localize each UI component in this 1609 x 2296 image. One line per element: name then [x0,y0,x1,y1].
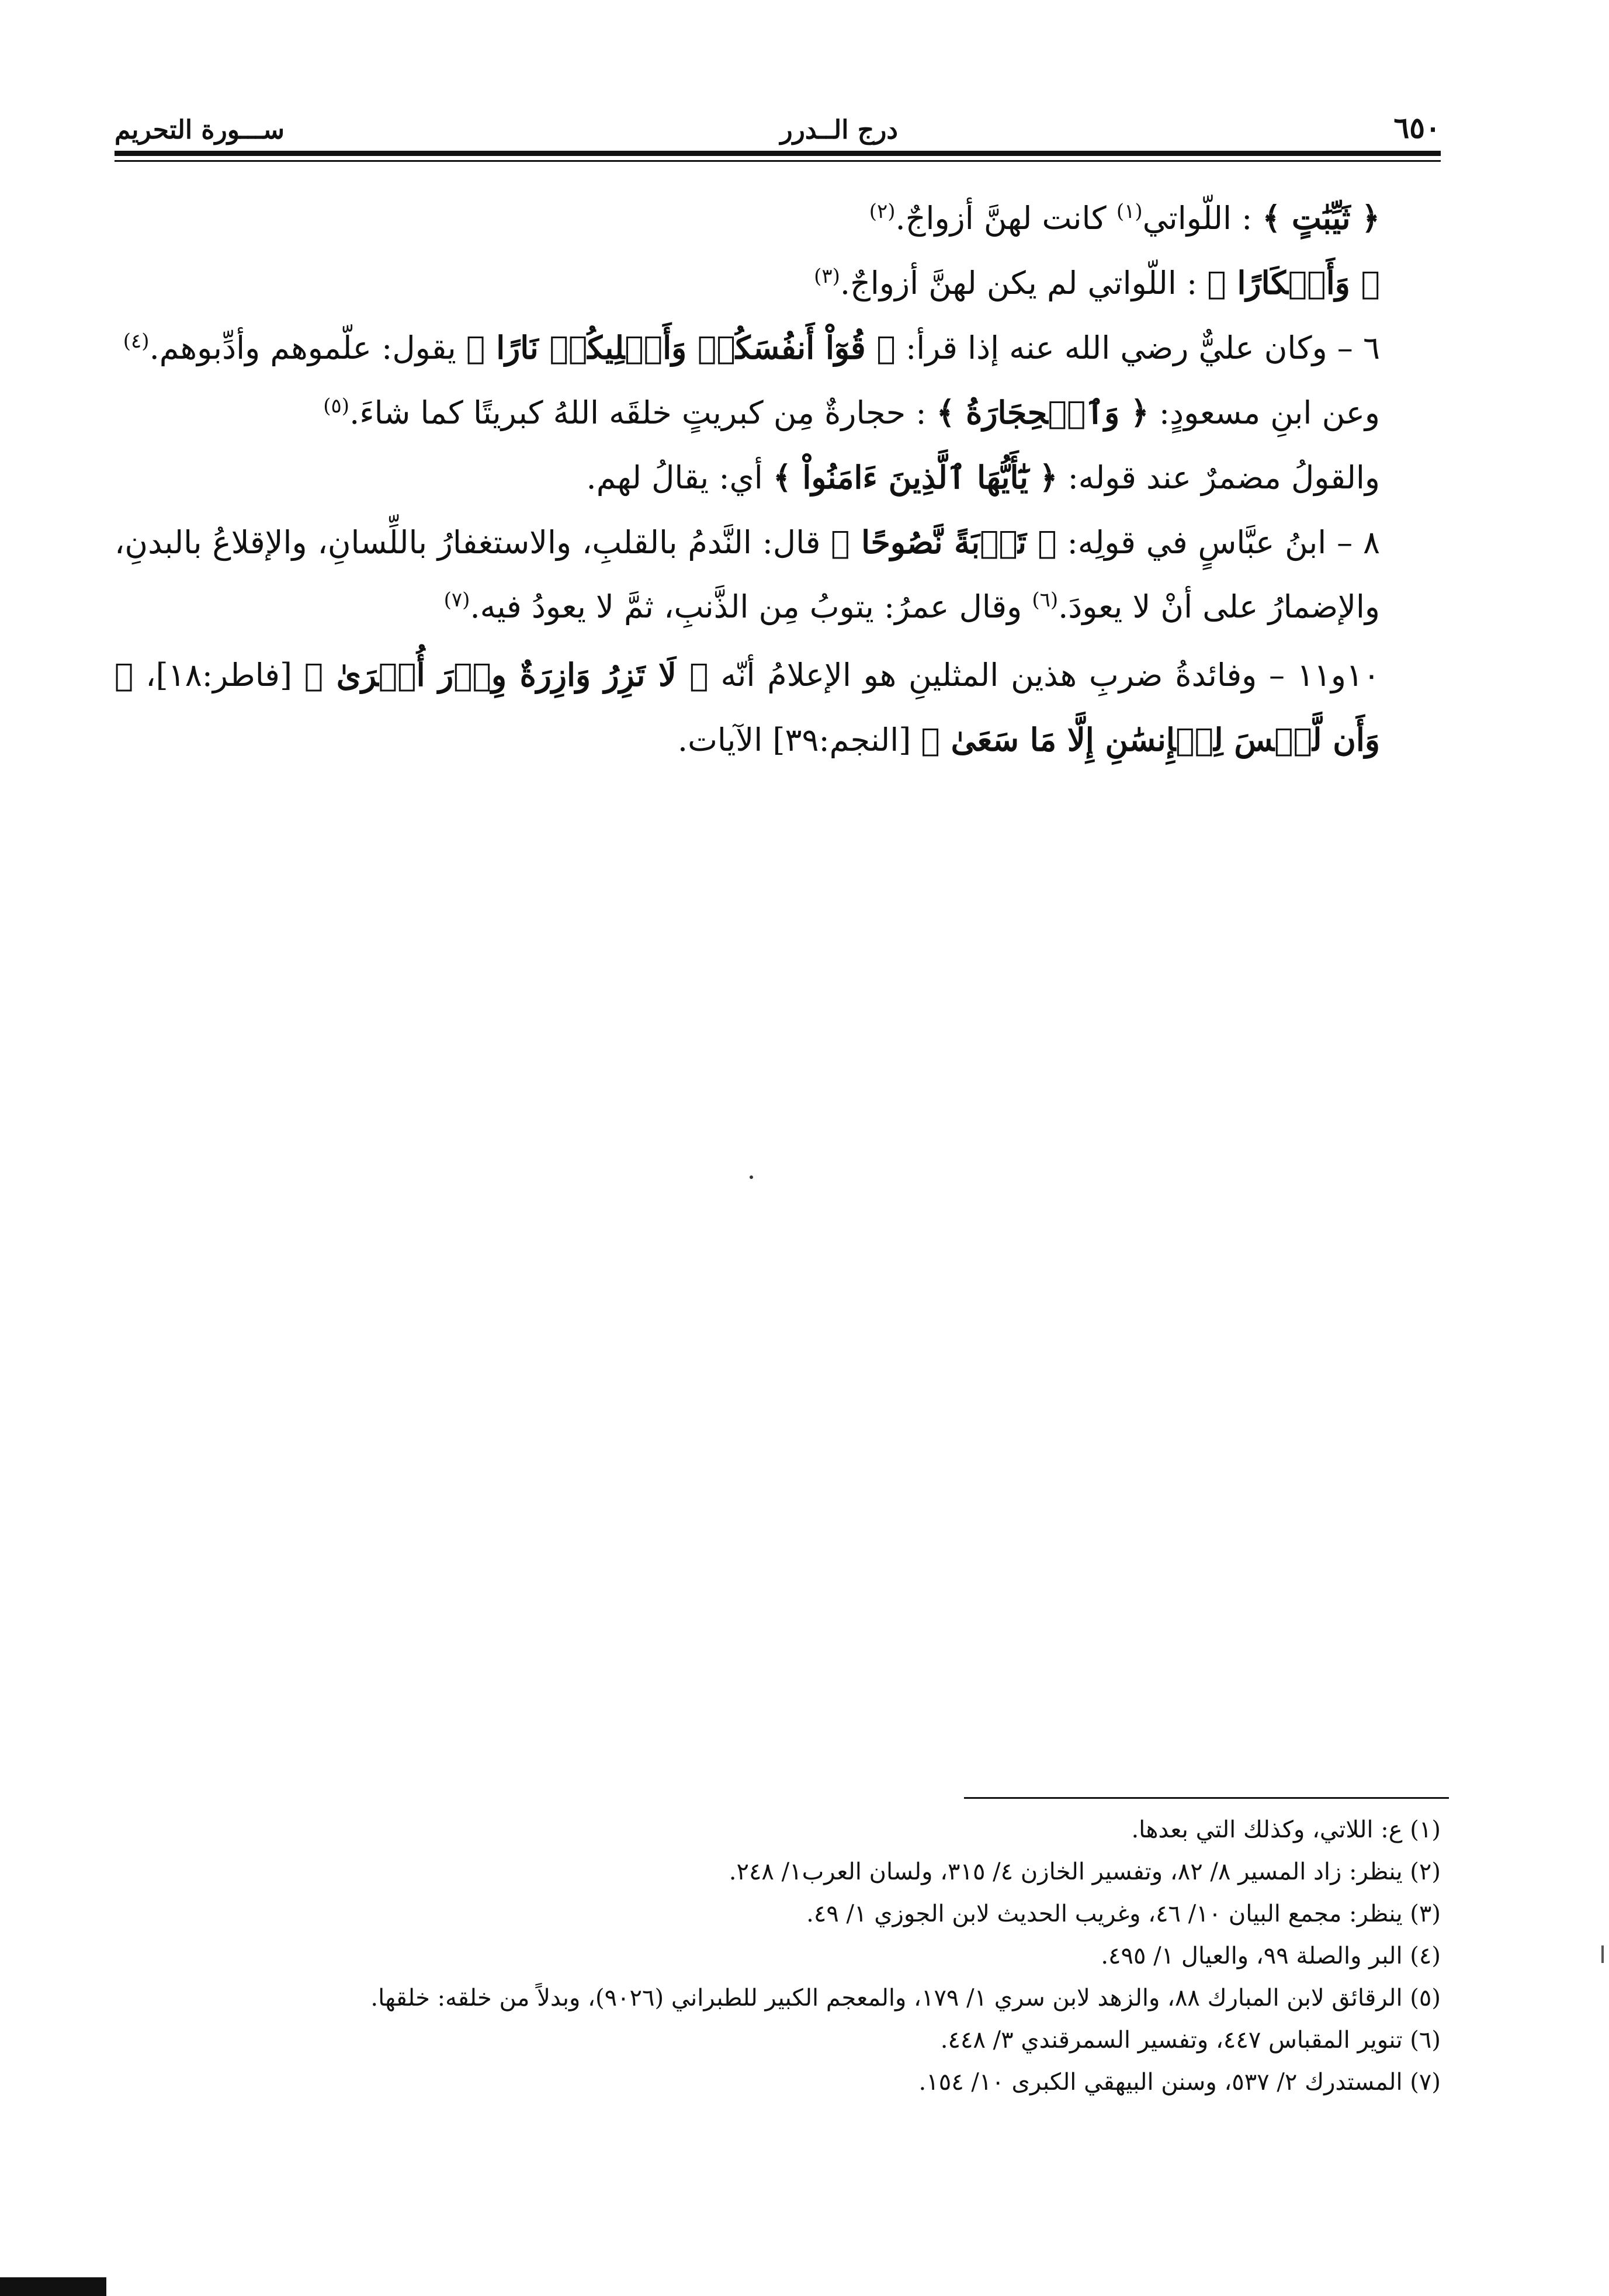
page-number: ٦٥٠ [1393,110,1441,145]
stray-dot [750,1175,753,1179]
footnote-7: (٧) المستدرك ٢/ ٥٣٧، وسنن البيهقي الكبرى ١٠/ ١٥٤. [918,2069,1441,2096]
paragraph-ibn-masud [115,380,1436,445]
footnote-separator [964,1797,1449,1799]
footnote-ref: (٤) [123,330,150,353]
text-run: ٦ – وكان عليٌّ رضي الله عنه إذا قرأ: [895,330,1380,366]
footnote-6: (٦) تنوير المقباس ٤٤٧، وتفسير السمرقندي ٣/ ٤٤٨. [940,2027,1441,2054]
footnote-4: (٤) البر والصلة ٩٩، والعيال ١/ ٤٩٥. [1101,1943,1441,1969]
scan-edge-mark [1601,1945,1604,1963]
footnote-ref: (١) [1116,200,1143,223]
page-header [115,98,1441,145]
surah-name: ســـورة التحريم [115,115,285,145]
text-run: ١٠و١١ – وفائدةُ ضربِ هذين المثلينِ هو الإعلامُ أنّه [708,657,1380,693]
paragraph-10-11 [115,643,1436,772]
header-rule-thick [115,151,1441,156]
footnote-ref: (٢) [869,200,896,223]
footnote-ref: (٧) [443,588,470,612]
quran-quote: ﴿ تَوۡبَةً نَّصُوحًا ﴾ [831,523,1057,561]
text-run: قال: النَّدمُ بالقلبِ، والاستغفارُ باللِّسانِ، والإقلاعُ بالبدنِ، والإضمارُ على أنْ لا يعودَ. [115,524,1380,625]
scan-bottom-mark [0,2277,106,2296]
paragraph-abkar [115,251,1436,315]
footnote-3: (٣) ينظر: مجمع البيان ١٠/ ٤٦، وغريب الحديث لابن الجوزي ١/ ٤٩. [806,1900,1441,1927]
text-run: وعن ابنِ مسعودٍ: [1149,394,1380,431]
quran-quote: ﴿ وَٱلۡحِجَارَةُ ﴾ [936,394,1149,431]
paragraph-qawl [115,445,1436,510]
text-run: [النجم:٣٩] الآيات. [677,722,921,758]
text-run: ٨ – ابنُ عبَّاسٍ في قولِه: [1056,524,1380,561]
text-run: والقولُ مضمرٌ عند قوله: [1057,459,1380,496]
footnotes [115,1809,1441,2103]
paragraph-6 [115,315,1436,380]
book-title: درج الــدرر [780,115,898,145]
footnote-ref: (٦) [1032,588,1059,612]
quran-quote: ﴿ ثَيِّبَٰتٍ ﴾ [1262,199,1380,237]
text-run: [فاطر:١٨]، [133,657,304,693]
paragraph-8 [115,510,1436,639]
footnote-5: (٥) الرقائق لابن المبارك ٨٨، والزهد لابن سري ١/ ١٧٩، والمعجم الكبير للطبراني (٩٠٢٦)، وبدلاً من خلقه: خلقها. [370,1985,1441,2011]
footnote-2: (٢) ينظر: زاد المسير ٨/ ٨٢، وتفسير الخازن ٤/ ٣١٥، ولسان العرب١/ ٢٤٨. [729,1858,1441,1885]
text-run: : اللّواتي لم يكن لهنَّ أزواجٌ. [840,265,1208,301]
quran-quote: ﴿ وَأَبۡكَارًا ﴾ [1207,264,1380,301]
paragraph-thayyibat [115,186,1436,251]
text-run: : حجارةٌ مِن كبريتٍ خلقَه اللهُ كبريتًا كما شاءَ. [349,394,937,431]
quran-quote: ﴿ يَٰٓأَيُّهَا ٱلَّذِينَ ءَامَنُواْ ﴾ [772,459,1058,496]
text-run: وقال عمرُ: يتوبُ مِن الذَّنبِ، ثمَّ لا يعودُ فيه. [470,588,1032,625]
quran-quote: ﴿ لَا تَزِرُ وَازِرَةٌ وِزۡرَ أُخۡرَىٰ ﴾ [304,656,709,693]
main-text [115,186,1436,772]
text-run: : اللّواتي [1142,200,1263,237]
text-run: يقول: علّموهم وأدِّبوهم. [149,330,466,366]
quran-quote: ﴿ قُوٓاْ أَنفُسَكُمۡ وَأَهۡلِيكُمۡ نَارًا ﴾ [466,329,896,366]
footnote-ref: (٣) [814,265,840,288]
footnote-ref: (٥) [323,394,350,418]
quran-quote: ﴿ وَأَن لَّيۡسَ لِلۡإِنسَٰنِ إِلَّا مَا سَعَىٰ ﴾ [115,656,1380,758]
text-run: كانت لهنَّ أزواجٌ. [895,200,1116,237]
footnote-1: (١) ع: اللاتي، وكذلك التي بعدها. [1131,1816,1441,1843]
text-run: أي: يقالُ لهم. [586,459,773,496]
header-rule-thin [115,160,1441,162]
